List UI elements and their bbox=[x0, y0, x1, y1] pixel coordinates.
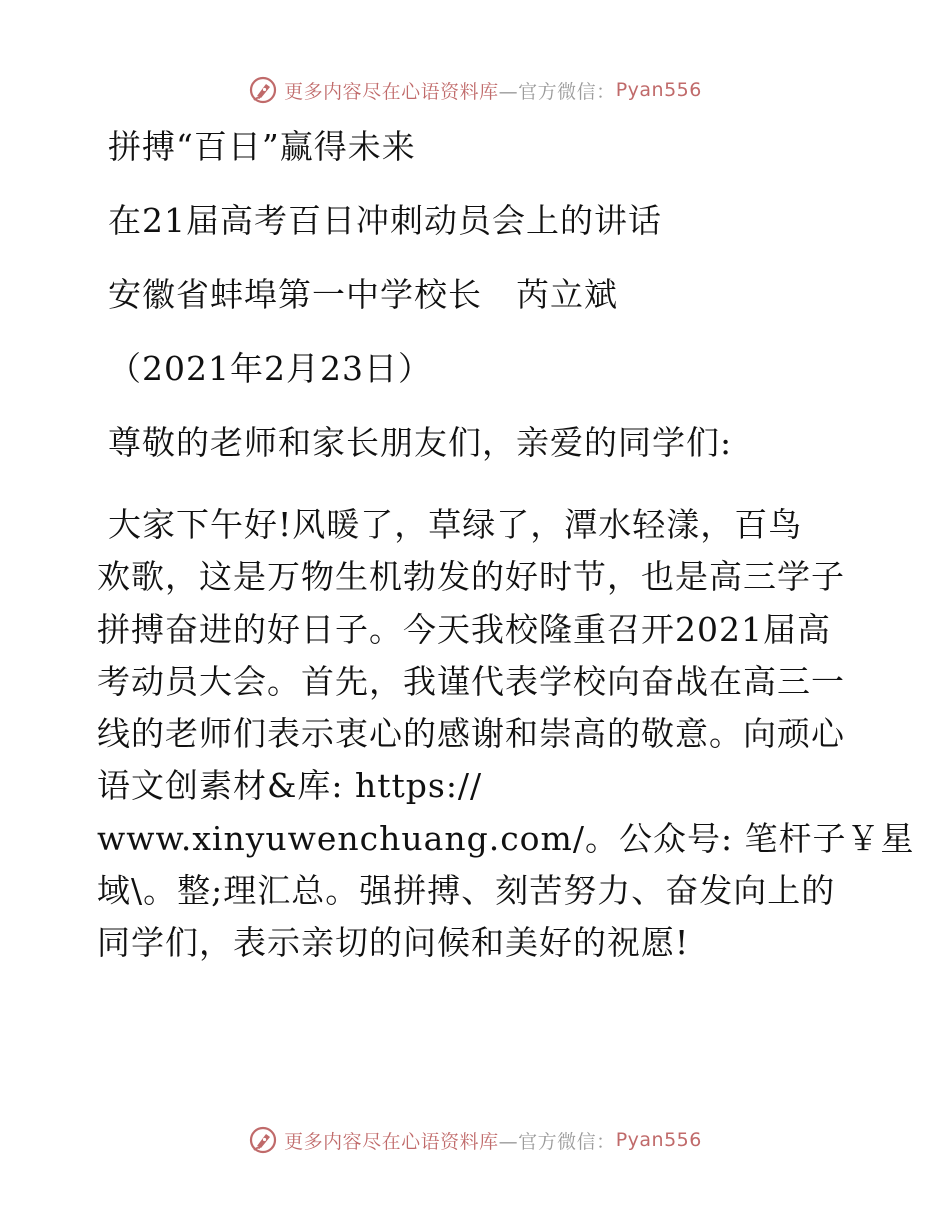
paragraph-line: 语文创素材&库: https:// bbox=[97, 766, 483, 806]
document-author: 安徽省蚌埠第一中学校长 芮立斌 bbox=[108, 275, 618, 314]
paragraph-line: 大家下午好!风暖了，草绿了，潭水轻漾，百鸟 bbox=[108, 505, 803, 544]
paragraph-line: 拼搏奋进的好日子。今天我校隆重召开2021届高 bbox=[97, 609, 831, 649]
banner-main-text: 更多内容尽在心语资料库 bbox=[284, 1130, 499, 1153]
document-title: 拼搏“百日”赢得未来 bbox=[108, 127, 416, 166]
document-date: （2021年2月23日） bbox=[108, 349, 432, 388]
document-subtitle: 在21届高考百日冲刺动员会上的讲话 bbox=[108, 201, 662, 240]
paragraph-line: 域\。整;理汇总。强拼搏、刻苦努力、奋发向上的 bbox=[97, 871, 836, 911]
paragraph-line: 同学们，表示亲切的问候和美好的祝愿! bbox=[97, 923, 690, 963]
banner-wechat-id: Pyan556 bbox=[615, 79, 702, 101]
paragraph-line: 线的老师们表示衷心的感谢和崇高的敬意。向顽心 bbox=[97, 714, 845, 754]
banner-separator-text: —官方微信： bbox=[498, 80, 616, 103]
paragraph-line: www.xinyuwenchuang.com/。公众号: 笔杆子￥星 bbox=[97, 818, 915, 858]
paragraph-line: 欢歌，这是万物生机勃发的好时节，也是高三学子 bbox=[97, 557, 845, 597]
pen-nib-logo-icon bbox=[248, 1125, 278, 1155]
paragraph-line: 考动员大会。首先，我谨代表学校向奋战在高三一 bbox=[97, 661, 845, 701]
banner-wechat-id: Pyan556 bbox=[615, 1129, 702, 1151]
banner-main-text: 更多内容尽在心语资料库 bbox=[284, 80, 499, 103]
header-banner bbox=[0, 70, 950, 110]
body-paragraph bbox=[97, 499, 915, 970]
pen-nib-logo-icon bbox=[248, 75, 278, 105]
document-salutation: 尊敬的老师和家长朋友们，亲爱的同学们: bbox=[108, 423, 733, 462]
footer-banner bbox=[0, 1120, 950, 1160]
banner-separator-text: —官方微信： bbox=[498, 1130, 616, 1153]
